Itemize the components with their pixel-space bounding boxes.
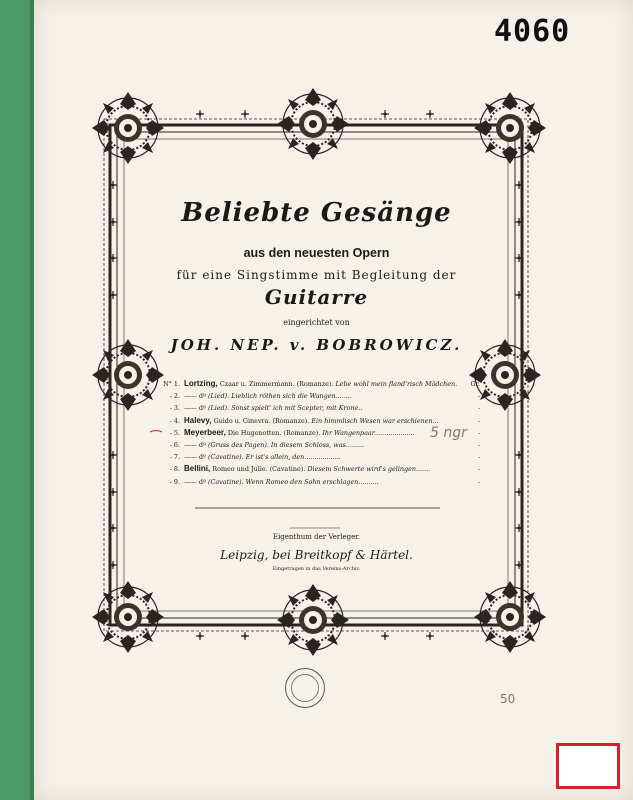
list-item: - 3. —— dº (Lied). Sonst spielt' ich mit Scepter, mit Krone.. - [169, 404, 480, 413]
title-voice: für eine Singstimme mit Begleitung der [176, 268, 457, 282]
list-item: - 5. Meyerbeer, Die Hugenotten. (Romanze). Ihr Wangenpaar.................... - [169, 427, 480, 437]
top-rosette [277, 88, 349, 160]
library-stamp [285, 668, 325, 708]
corner-rosette-tr [474, 92, 546, 164]
publisher-note: Eigenthum der Verleger. [272, 533, 361, 541]
archive-note: Eingetragen in das Vereins-Archiv. [272, 566, 361, 572]
catalog-number: 4060 [494, 14, 571, 49]
list-item: - 7. —— dº (Cavatine). Er ist's allein, den.................. - [169, 453, 480, 462]
list-item: - 8. Bellini, Romeo und Julie. (Cavatine). Diesem Schwerte wird's gelingen....... - [169, 464, 480, 474]
list-item: N° 1. Lortzing, Czaar u. Zimmermann. (Romanze). Lebe wohl mein fland'risch Mädchen. Gr. [163, 379, 480, 388]
list-item: - 2. —— dº (Lied). Lieblich röthen sich die Wangen........ - [169, 392, 480, 401]
title-arranged-by: eingerichtet von [283, 318, 350, 327]
list-item: - 9. —— dº (Cavatine). Wenn Romeo den Sohn erschlagen.......... - [169, 477, 480, 486]
shelf-label [556, 743, 620, 789]
title-instrument: Guitarre [264, 285, 369, 309]
corner-rosette-tl [92, 92, 164, 164]
list-item: - 6. —— dº (Gruss des Pagen). In diesem Schloss, was......... - [169, 441, 480, 450]
pencil-page-note: 50 [500, 692, 516, 706]
title-arranger: JOH. NEP. v. BOBROWICZ. [170, 336, 463, 354]
corner-rosette-bl [92, 581, 164, 653]
corner-rosette-br [474, 581, 546, 653]
title-main: Beliebte Gesänge [181, 198, 452, 228]
list-item: - 4. Halevy, Guido u. Ginevra. (Romanze). Ein himmlisch Wesen war erschienen... - [169, 415, 480, 425]
bottom-rosette [277, 584, 349, 656]
pencil-price-note: 5 ngr [430, 425, 467, 441]
publisher: Leipzig, bei Breitkopf & Härtel. [220, 548, 413, 562]
title-subtitle: aus den neuesten Opern [243, 246, 390, 260]
